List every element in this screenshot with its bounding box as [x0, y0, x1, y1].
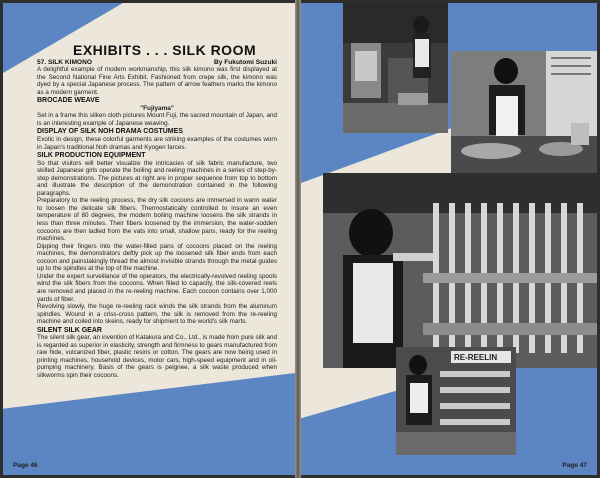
production-paragraph: Under the expert surveillance of the operators, the electrically-revolved reeling spools wind the silk fibers from the cocoons. When filled to capacity, the silk-covered reels are removed and placed in the re-reeling machine. Each cocoon contains over 1,000 yards of fiber. [37, 272, 277, 303]
left-page [3, 3, 295, 475]
production-paragraph: So that visitors will better visualize the intricacies of silk fabric manufacture, two skilled Japanese girls operate the boiling and reeling machines in a series of step-by-step demonstrations. The pictures at right are in proper sequence from top to bottom and illustrate the description of the demonstration contained in the following paragraphs. [37, 159, 277, 197]
brocade-text: Set in a frame this silken cloth pictures Mount Fuji, the sacred mountain of Japan, and is an interesting example of Japanese weaving. [37, 112, 277, 127]
page-heading: EXHIBITS . . . SILK ROOM [73, 42, 257, 58]
page-number-left: Page 46 [13, 462, 38, 469]
entry-author: By Fukutomi Suzuki [213, 58, 277, 66]
photo-ladling-cocoons [451, 51, 597, 176]
blue-accent-shape [3, 373, 295, 475]
gear-text: The silent silk gear, an invention of Katakura and Co., Ltd., is made from pure silk and is regarded as superior in elasticity, strength and firmness to gears manufactured from raw hide, vulcanized fiber, plastic resins or cotton. The gears are now being used in printing machines, household devices, motor cars, high-speed equipment and in oil-pumping machinery. Basis of the gears is peignee, a silk waste produced when silkworms spin their cocoons. [37, 334, 277, 379]
section-title-noh: DISPLAY OF SILK NOH DRAMA COSTUMES [37, 128, 183, 136]
photo-boiling-machine [343, 3, 448, 133]
entry-header [37, 59, 277, 67]
section-title-brocade: BROCADE WEAVE [37, 97, 100, 105]
article-text [37, 42, 277, 380]
right-page [301, 3, 597, 475]
page-number-right: Page 47 [562, 462, 587, 469]
production-paragraph: Dipping their fingers into the water-filled pans of cocoons placed on the reeling machines, the demonstrators deftly pick up the loosened silk fiber ends from each cocoon and painstakingly thread the almost invisible strands through the metal guides up to the spindles at the top of the machine. [37, 242, 277, 273]
section-title-gear: SILENT SILK GEAR [37, 326, 102, 334]
production-paragraph: Revolving slowly, the huge re-reeling rack winds the silk strands from the aluminum spindles. Wound in a criss-cross pattern, the silk is removed from the re-reeling machine and coiled into skeins, ready for shipment to the world's silk marts. [37, 303, 277, 326]
re-reeling-sign-text: RE-REELIN [454, 353, 498, 362]
entry-title: 57. SILK KIMONO [37, 58, 92, 66]
photo-re-reeling-machine [396, 347, 516, 455]
photo-reeling-machine [323, 173, 597, 368]
production-paragraph: Preparatory to the reeling process, the dry silk cocoons are immersed in warm water to loosen the delicate silk fibers. Thermostatically controlled to insure an even temperature of 80 degrees, the modern boiling machine loosens the silk strands in less than three minutes. Their fibers loosened by the immersion, the water-sodden cocoons are then ladled from the vats into small, shallow pans, ready for the reeling machines. [37, 197, 277, 243]
entry-text: A delightful example of modern workmanship, this silk kimono was first displayed at the Second National Fine Arts Exhibit. Fashioned from crepe silk, the kimono was dyed by a special Japanese process. The pattern of arrow feathers marks the kimono as a modern garment. [37, 66, 277, 96]
brocade-subtitle: "Fujiyama" [140, 104, 174, 112]
noh-text: Exotic in design, these colorful garments are striking examples of the costumes worn in Japan's traditional Noh dramas and Kyogen farces. [37, 136, 277, 151]
section-title-production: SILK PRODUCTION EQUIPMENT [37, 152, 146, 160]
